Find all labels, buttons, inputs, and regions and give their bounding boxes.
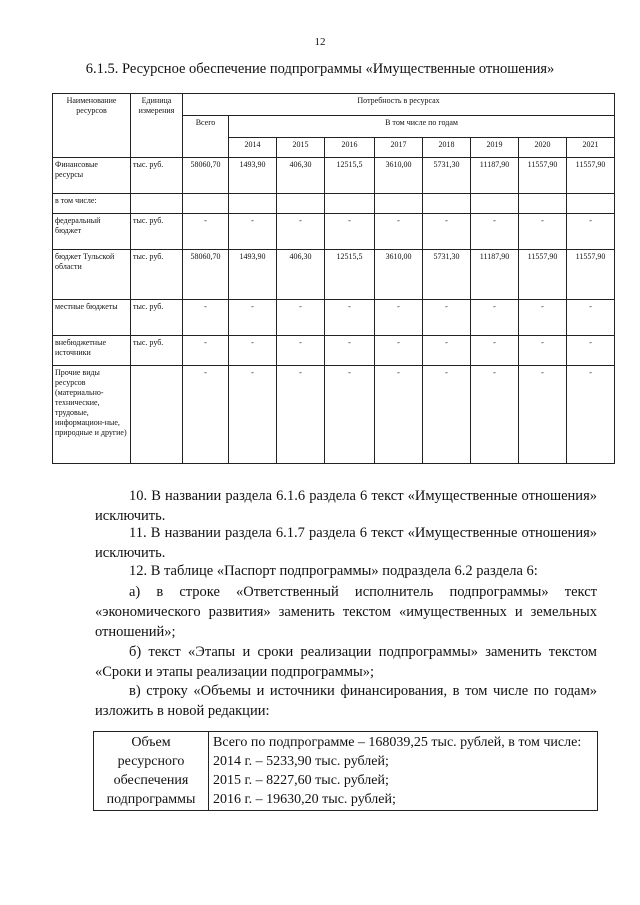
row-year-value: - xyxy=(325,214,375,250)
row-year-value xyxy=(375,194,423,214)
row-year-value: - xyxy=(277,300,325,336)
row-year-value: 11557,90 xyxy=(519,158,567,194)
row-year-value: 1493,90 xyxy=(229,158,277,194)
row-year-value: 5731,30 xyxy=(423,158,471,194)
row-year-value: 11187,90 xyxy=(471,158,519,194)
row-year-value xyxy=(567,194,615,214)
row-name: федеральный бюджет xyxy=(53,214,131,250)
row-year-value: - xyxy=(277,366,325,464)
row-year-value: 11557,90 xyxy=(567,250,615,300)
page-number: 12 xyxy=(314,36,326,48)
row-unit: тыс. руб. xyxy=(131,336,183,366)
row-year-value: - xyxy=(423,366,471,464)
header-year: 2014 xyxy=(229,138,277,158)
header-year: 2019 xyxy=(471,138,519,158)
row-unit: тыс. руб. xyxy=(131,300,183,336)
row-name: Прочие виды ресурсов (материально-технические, трудовые, информацион-ные, природные и другие) xyxy=(53,366,131,464)
resources-table xyxy=(52,93,615,464)
table-row xyxy=(53,214,615,250)
row-year-value xyxy=(423,194,471,214)
row-year-value: - xyxy=(567,366,615,464)
row-year-value: - xyxy=(519,300,567,336)
row-year-value: - xyxy=(375,300,423,336)
table-row xyxy=(53,250,615,300)
table-row xyxy=(53,300,615,336)
passport-right-cell xyxy=(209,732,598,811)
row-year-value: - xyxy=(471,336,519,366)
row-total: 58060,70 xyxy=(183,250,229,300)
row-year-value: - xyxy=(471,214,519,250)
row-year-value: - xyxy=(325,366,375,464)
row-year-value: 12515,5 xyxy=(325,250,375,300)
row-total: - xyxy=(183,366,229,464)
row-name: внебюджетные источники xyxy=(53,336,131,366)
row-year-value: - xyxy=(229,336,277,366)
passport-line: 2016 г. – 19630,20 тыс. рублей; xyxy=(213,792,396,807)
paragraph-a: а) в строке «Ответственный исполнитель подпрограммы» текст «экономического развития» заменить текстом «имущественных и земельных отношений»; xyxy=(95,584,597,640)
row-year-value: - xyxy=(471,300,519,336)
row-year-value: - xyxy=(277,336,325,366)
row-year-value xyxy=(519,194,567,214)
row-year-value: 11557,90 xyxy=(567,158,615,194)
table-row xyxy=(53,158,615,194)
row-year-value: - xyxy=(423,300,471,336)
row-year-value xyxy=(277,194,325,214)
row-year-value: - xyxy=(567,336,615,366)
row-unit xyxy=(131,366,183,464)
row-name: в том числе: xyxy=(53,194,131,214)
row-name: местные бюджеты xyxy=(53,300,131,336)
paragraph-10: 10. В названии раздела 6.1.6 раздела 6 текст «Имущественные отношения» исключить. xyxy=(95,488,597,524)
row-unit: тыс. руб. xyxy=(131,250,183,300)
row-year-value: - xyxy=(375,366,423,464)
row-year-value: 11557,90 xyxy=(519,250,567,300)
row-year-value: - xyxy=(567,214,615,250)
row-year-value: 12515,5 xyxy=(325,158,375,194)
table-row xyxy=(53,194,615,214)
header-year: 2021 xyxy=(567,138,615,158)
row-year-value: - xyxy=(567,300,615,336)
row-year-value: 5731,30 xyxy=(423,250,471,300)
header-unit: Единица измерения xyxy=(131,94,183,158)
row-year-value: 3610,00 xyxy=(375,158,423,194)
row-total: 58060,70 xyxy=(183,158,229,194)
row-year-value: - xyxy=(423,336,471,366)
row-year-value: 11187,90 xyxy=(471,250,519,300)
row-total: - xyxy=(183,214,229,250)
paragraph-c: в) строку «Объемы и источники финансирования, в том числе по годам» изложить в новой редакции: xyxy=(95,683,597,719)
row-year-value: - xyxy=(375,336,423,366)
row-name: Финансовые ресурсы xyxy=(53,158,131,194)
header-year: 2018 xyxy=(423,138,471,158)
row-year-value xyxy=(471,194,519,214)
row-unit xyxy=(131,194,183,214)
header-need: Потребность в ресурсах xyxy=(183,94,615,116)
row-year-value: 1493,90 xyxy=(229,250,277,300)
row-total: - xyxy=(183,336,229,366)
row-year-value: - xyxy=(519,366,567,464)
header-total: Всего xyxy=(183,116,229,158)
row-year-value: 406,30 xyxy=(277,250,325,300)
passport-left-cell: Объем ресурсного обеспечения подпрограммы xyxy=(94,732,209,811)
header-year: 2020 xyxy=(519,138,567,158)
passport-table xyxy=(93,731,598,811)
row-year-value: - xyxy=(229,366,277,464)
passport-line: 2014 г. – 5233,90 тыс. рублей; xyxy=(213,754,389,769)
paragraph-12: 12. В таблице «Паспорт подпрограммы» подраздела 6.2 раздела 6: xyxy=(129,563,538,579)
row-year-value xyxy=(229,194,277,214)
row-year-value: - xyxy=(229,300,277,336)
row-year-value: - xyxy=(325,336,375,366)
row-year-value: - xyxy=(277,214,325,250)
row-year-value: - xyxy=(229,214,277,250)
row-year-value: 3610,00 xyxy=(375,250,423,300)
row-year-value: - xyxy=(375,214,423,250)
row-total: - xyxy=(183,300,229,336)
row-year-value: - xyxy=(325,300,375,336)
row-year-value: 406,30 xyxy=(277,158,325,194)
header-year: 2015 xyxy=(277,138,325,158)
table-row xyxy=(53,336,615,366)
row-unit: тыс. руб. xyxy=(131,158,183,194)
paragraph-b: б) текст «Этапы и сроки реализации подпрограммы» заменить текстом «Сроки и этапы реализации подпрограммы»; xyxy=(95,644,597,680)
row-unit: тыс. руб. xyxy=(131,214,183,250)
row-total xyxy=(183,194,229,214)
row-year-value: - xyxy=(519,214,567,250)
header-name: Наименование ресурсов xyxy=(53,94,131,158)
paragraph-11: 11. В названии раздела 6.1.7 раздела 6 текст «Имущественные отношения» исключить. xyxy=(95,525,597,561)
section-title: 6.1.5. Ресурсное обеспечение подпрограммы «Имущественные отношения» xyxy=(85,61,555,77)
row-year-value xyxy=(325,194,375,214)
row-year-value: - xyxy=(423,214,471,250)
passport-line: 2015 г. – 8227,60 тыс. рублей; xyxy=(213,773,389,788)
passport-line: Всего по подпрограмме – 168039,25 тыс. рублей, в том числе: xyxy=(213,735,582,750)
table-row xyxy=(53,366,615,464)
row-name: бюджет Тульской области xyxy=(53,250,131,300)
header-by-years: В том числе по годам xyxy=(229,116,615,138)
header-year: 2016 xyxy=(325,138,375,158)
row-year-value: - xyxy=(519,336,567,366)
row-year-value: - xyxy=(471,366,519,464)
header-year: 2017 xyxy=(375,138,423,158)
